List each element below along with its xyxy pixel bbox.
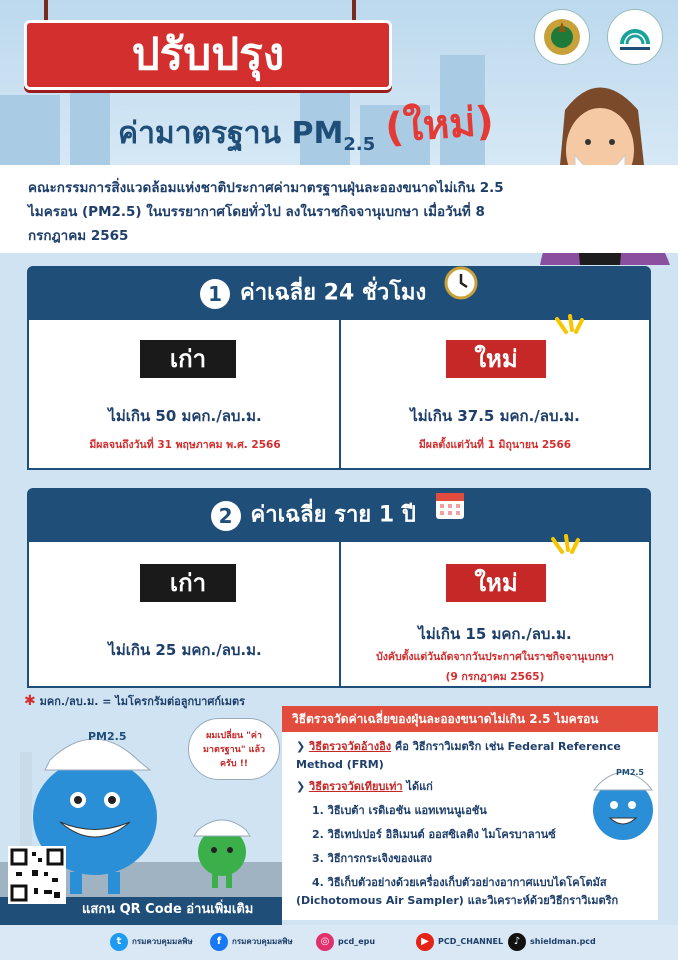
new-value: ไม่เกิน 37.5 มคก./ลบ.ม. [410,407,580,425]
qr-code[interactable] [8,846,66,904]
footer-link-youtube[interactable] [416,932,503,952]
instagram-icon: ◎ [316,933,334,951]
mascot-cap-label: PM2.5 [88,730,127,743]
sparkle-icon [548,534,588,578]
new-value: ไม่เกิน 15 มคก./ลบ.ม. [418,625,572,643]
footer-label: shieldman.pcd [530,937,596,946]
unit-footnote [24,692,245,710]
asterisk-icon: ✱ [24,693,36,709]
facebook-icon: f [210,933,228,951]
method-item: 1. วิธีเบต้า เรดิเอชัน แอทเทนนูเอชัน [312,804,487,817]
new-note: บังคับตั้งแต่วันถัดจากวันประกาศในราชกิจจานุเบกษา [376,651,614,663]
section-1-header [27,266,651,320]
new-label: (ใหม่) [383,98,496,152]
chevron-right-icon: ❯ [296,740,310,753]
footnote-text: มคก./ลบ.ม. = ไมโครกรัมต่อลูกบาศก์เมตร [39,695,246,708]
reference-method-label: วิธีตรวจวัดอ้างอิง [309,740,392,753]
section-title: ค่าเฉลี่ย 24 ชั่วโมง [240,280,427,306]
footer-label: กรมควบคุมมลพิษ [232,937,293,946]
sparkle-icon [552,314,592,358]
section-number: 2 [211,501,241,531]
footer-label: กรมควบคุมมลพิษ [132,937,193,946]
divider [339,542,341,688]
reference-method-text: คือ วิธีกราวิเมตริก เช่น Federal Reference Method (FRM) [296,740,621,771]
method-title: วิธีตรวจวัดค่าเฉลี่ยของฝุ่นละอองขนาดไม่เกิน 2.5 ไมครอน [282,706,658,732]
intro-text: คณะกรรมการสิ่งแวดล้อมแห่งชาติประกาศค่ามาตรฐานฝุ่นละอองขนาดไม่เกิน 2.5 ไมครอน (PM2.5) ในบรรยากาศโดยทั่วไป ลงในราชกิจจานุเบกษา เมื่อวันที่ 8 กรกฎาคม 2565 [28,180,504,244]
new-note-date: (9 กรกฎาคม 2565) [445,671,545,683]
building [0,95,60,165]
speech-bubble: ผมเปลี่ยน "ค่ามาตรฐาน" แล้วครับ !! [188,718,280,780]
youtube-icon: ▶ [416,933,434,951]
footer-label: PCD_CHANNEL [438,937,504,946]
footer-link-tiktok[interactable] [508,932,596,952]
equivalent-method-label: วิธีตรวจวัดเทียบเท่า [309,780,403,793]
old-note: มีผลจนถึงวันที่ 31 พฤษภาคม พ.ศ. 2566 [89,439,281,451]
section-number: 1 [200,279,230,309]
page-subtitle: ค่ามาตรฐาน $PM_{2.5}$ [118,116,376,155]
old-value: ไม่เกิน 25 มคก./ลบ.ม. [108,641,262,659]
old-tag: เก่า [140,340,236,378]
pcd-logo [608,10,662,64]
qr-caption: แสกน QR Code อ่านเพิ่มเติม [82,902,254,917]
chevron-right-icon: ❯ [296,780,310,793]
new-tag: ใหม่ [446,340,546,378]
new-note: มีผลตั้งแต่วันที่ 1 มิถุนายน 2566 [418,439,572,451]
tiktok-icon: ♪ [508,933,526,951]
page-title: ปรับปรุง [24,20,392,90]
twitter-icon: t [110,933,128,951]
method-item: 4. วิธีเก็บตัวอย่างด้วยเครื่องเก็บตัวอย่างอากาศแบบไดโคโตมัส (Dichotomous Air Sampler) และวิเคราะห์ด้วยวิธีกราวิเมตริก [296,876,619,907]
clock-icon [444,266,478,321]
old-tag: เก่า [140,564,236,602]
divider [339,320,341,470]
method-equivalent [296,778,556,796]
equivalent-method-text: ได้แก่ [406,780,433,793]
method-item: 2. วิธีเทปเปอร์ อิลิเมนต์ ออสซิเลติง ไมโครบาลานซ์ [312,828,556,841]
old-value: ไม่เกิน 50 มคก./ลบ.ม. [108,407,262,425]
section-title: ค่าเฉลี่ย ราย 1 ปี [250,502,416,528]
calendar-icon [433,488,467,543]
new-tag: ใหม่ [446,564,546,602]
ministry-emblem-logo [535,10,589,64]
mascot-small-cap-label: PM2.5 [616,768,644,777]
method-item: 3. วิธีการกระเจิงของแสง [312,852,433,865]
footer-link-twitter[interactable] [110,932,193,952]
footer-link-instagram[interactable] [316,932,375,952]
footer-link-facebook[interactable] [210,932,293,952]
footer-label: pcd_epu [338,937,376,946]
